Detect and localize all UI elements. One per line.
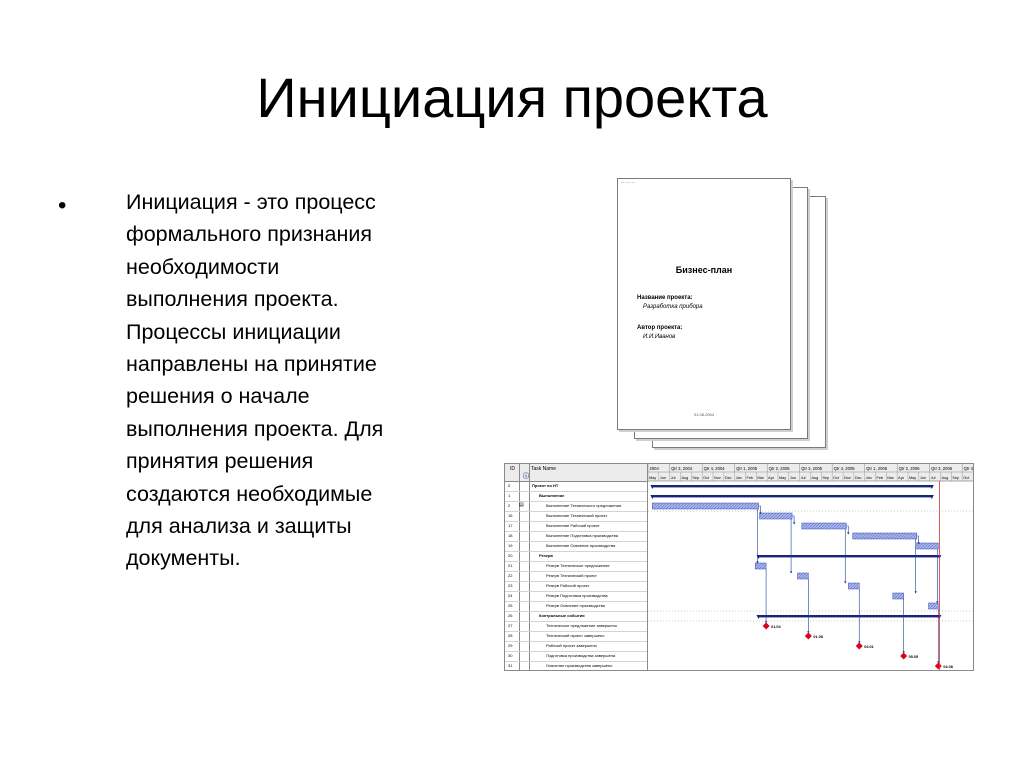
gantt-month-label: Jun (919, 476, 926, 480)
gantt-month-label: Jul (670, 476, 676, 480)
gantt-month-label: May (909, 476, 917, 480)
gantt-row-id: 18 (508, 533, 513, 538)
gantt-row-name: Выполнение Подготовка производства (546, 533, 618, 538)
gantt-row-name: Резерв Техническое предложение (546, 563, 610, 568)
notes-indicator-icon: ▤ (519, 502, 524, 508)
gantt-task-bar (917, 543, 939, 549)
gantt-row-id: 22 (508, 573, 513, 578)
gantt-month-label: Oct (833, 476, 840, 480)
gantt-milestone-marker (805, 633, 812, 640)
gantt-chart (504, 463, 974, 671)
gantt-row-name: Резерв Подготовка производства (546, 593, 608, 598)
gantt-quarter-label: Qtr 3, 2005 (801, 466, 823, 471)
gantt-month-label: Dec (724, 476, 732, 480)
project-name-value: Разработка прибора (643, 304, 703, 310)
gantt-milestone-label: 01.08 (813, 635, 823, 639)
body-text-line: решения о начале (126, 384, 310, 409)
gantt-month-label: Jan (865, 476, 872, 480)
body-text-line: принятия решения (126, 449, 314, 474)
gantt-month-label: Mar (887, 476, 894, 480)
gantt-row-id: 27 (508, 623, 513, 628)
document-heading: Бизнес-план (675, 265, 733, 275)
gantt-row-id: 29 (508, 643, 513, 648)
gantt-summary-bar (759, 615, 940, 617)
gantt-row-name: Рабочий проект завершено (546, 643, 597, 648)
gantt-milestone-marker (763, 623, 770, 630)
gantt-row (505, 661, 647, 671)
gantt-month-label: Apr (898, 476, 905, 480)
gantt-summary-bar (652, 495, 932, 497)
gantt-month-label: Feb (876, 476, 884, 480)
gantt-row-id: 23 (508, 583, 513, 588)
body-text-line: направлены на принятие (126, 352, 377, 377)
gantt-milestone-marker (900, 653, 907, 660)
gantt-month-label: Nov (714, 476, 721, 480)
gantt-milestone-label: 03.01 (864, 645, 874, 649)
gantt-row-id: 28 (508, 633, 513, 638)
gantt-row-id: 19 (508, 543, 513, 548)
gantt-month-label: Jul (800, 476, 806, 480)
gantt-row-name: Подготовка производства завершена (546, 653, 616, 658)
gantt-id-header: ID (510, 466, 515, 472)
gantt-row-name: Выполнение Технического предложения (546, 503, 622, 508)
gantt-month-label: Aug (941, 476, 949, 480)
body-text-line: создаются необходимые (126, 481, 373, 506)
body-text-line: документы. (126, 546, 241, 571)
body-text-line: выполнения проекта. Для (126, 416, 384, 441)
gantt-month-label: Apr (768, 476, 775, 480)
gantt-month-label: Jun (659, 476, 666, 480)
author-label: Автор проекта: (637, 325, 683, 331)
body-text-line: выполнения проекта. (126, 287, 339, 312)
gantt-task-bar (848, 583, 859, 589)
gantt-row-id: 20 (508, 553, 513, 558)
gantt-milestone-marker (935, 663, 942, 670)
gantt-task-bar (853, 533, 917, 539)
gantt-quarter-label: Qtr 1, 2005 (736, 466, 758, 471)
gantt-row-name: Резерв Технический проект (546, 573, 598, 578)
gantt-task-bar (929, 603, 939, 609)
gantt-month-label: Aug (811, 476, 819, 480)
gantt-task-bar (893, 593, 904, 599)
gantt-row-id: 0 (508, 483, 511, 488)
body-text-line: необходимости (126, 254, 280, 279)
gantt-task-bar (760, 513, 793, 519)
gantt-quarter-label: Qtr 4 (963, 466, 973, 471)
gantt-month-label: Jan (735, 476, 742, 480)
info-icon: ⓘ (523, 474, 530, 480)
gantt-milestone-marker (856, 643, 863, 650)
gantt-row-name: Резерв Освоение производства (546, 603, 605, 608)
gantt-quarter-label: Qtr 2, 2005 (768, 466, 790, 471)
gantt-month-label: May (779, 476, 787, 480)
gantt-month-label: Aug (681, 476, 689, 480)
document-top-mark: — — — (621, 179, 636, 184)
gantt-row-name: Выполнение (539, 493, 565, 498)
gantt-row-id: 26 (508, 613, 513, 618)
gantt-row-id: 17 (508, 523, 513, 528)
gantt-month-label: Jul (930, 476, 936, 480)
gantt-row-name: Проект по НТ (532, 483, 559, 488)
slide-title: Инициация проекта (256, 66, 768, 129)
gantt-row-name: Выполнение Технический проект (546, 513, 608, 518)
gantt-month-label: Nov (844, 476, 851, 480)
gantt-row-id: 25 (508, 603, 513, 608)
gantt-row-id: 16 (508, 513, 513, 518)
gantt-row-name: Резерв (539, 553, 553, 558)
body-text (126, 186, 466, 575)
gantt-name-header: Task Name (531, 466, 557, 472)
gantt-quarter-label: Qtr 4, 2005 (833, 466, 855, 471)
gantt-month-label: Mar (757, 476, 764, 480)
gantt-summary-bar (652, 485, 932, 487)
gantt-row-id: 21 (508, 563, 513, 568)
gantt-task-bar (802, 523, 846, 529)
gantt-dependency-link (846, 526, 848, 534)
gantt-task-table (505, 464, 648, 670)
gantt-quarter-label: Qtr 3, 2004 (671, 466, 693, 471)
gantt-row-name: Контрольные события (539, 613, 585, 618)
body-text-line: для анализа и защиты (126, 514, 352, 539)
gantt-row-id: 1 (508, 493, 511, 498)
gantt-task-bar (652, 503, 758, 509)
gantt-milestone-label: 01.04 (771, 625, 781, 629)
gantt-row-id: 30 (508, 653, 513, 658)
gantt-row-name: Освоение производства завершено (546, 663, 613, 668)
body-text-line: формального признания (126, 222, 373, 247)
author-value: И.И.Иванов (643, 334, 676, 340)
gantt-quarter-label: Qtr 1, 2006 (866, 466, 888, 471)
gantt-month-label: Sep (952, 476, 960, 480)
bullet-marker: • (58, 192, 67, 219)
gantt-timeline-svg (648, 464, 973, 670)
gantt-month-label: Sep (692, 476, 700, 480)
gantt-quarter-label: 2004 (649, 466, 659, 471)
gantt-month-label: Dec (854, 476, 862, 480)
gantt-row-name: Резерв Рабочий проект (546, 583, 590, 588)
gantt-month-label: Oct (963, 476, 970, 480)
gantt-milestone-label: 05.05 (908, 655, 919, 659)
body-text-line: Инициация - это процесс (126, 190, 376, 214)
gantt-month-label: May (649, 476, 657, 480)
gantt-month-label: Sep (822, 476, 830, 480)
gantt-table-header (505, 464, 647, 482)
gantt-quarter-label: Qtr 3, 2006 (931, 466, 953, 471)
gantt-row-name: Выполнение Рабочий проект (546, 523, 600, 528)
gantt-row-name: Выполнение Освоение производства (546, 543, 616, 548)
gantt-task-bar (755, 563, 766, 569)
project-name-label: Название проекта: (637, 295, 693, 301)
gantt-month-label: Feb (746, 476, 754, 480)
gantt-row-id: 2 (508, 503, 511, 508)
gantt-quarter-label: Qtr 2, 2006 (898, 466, 920, 471)
body-text-line: Процессы инициации (126, 319, 341, 344)
gantt-dependency-link (792, 516, 794, 524)
gantt-summary-bar (759, 555, 940, 557)
gantt-month-label: Jun (789, 476, 796, 480)
document-sheet-front (617, 178, 791, 430)
gantt-row-id: 24 (508, 593, 513, 598)
gantt-month-label: Oct (703, 476, 710, 480)
gantt-quarter-label: Qtr 4, 2004 (703, 466, 725, 471)
gantt-row-name: Техническое предложение завершено (546, 623, 618, 628)
gantt-row-id: 31 (508, 663, 513, 668)
document-date: 01.08.2004 (693, 412, 715, 417)
gantt-milestone-label: 04.08 (943, 665, 953, 669)
gantt-timeline (648, 464, 973, 670)
gantt-row-name: Технический проект завершено (546, 633, 605, 638)
gantt-task-bar (798, 573, 809, 579)
